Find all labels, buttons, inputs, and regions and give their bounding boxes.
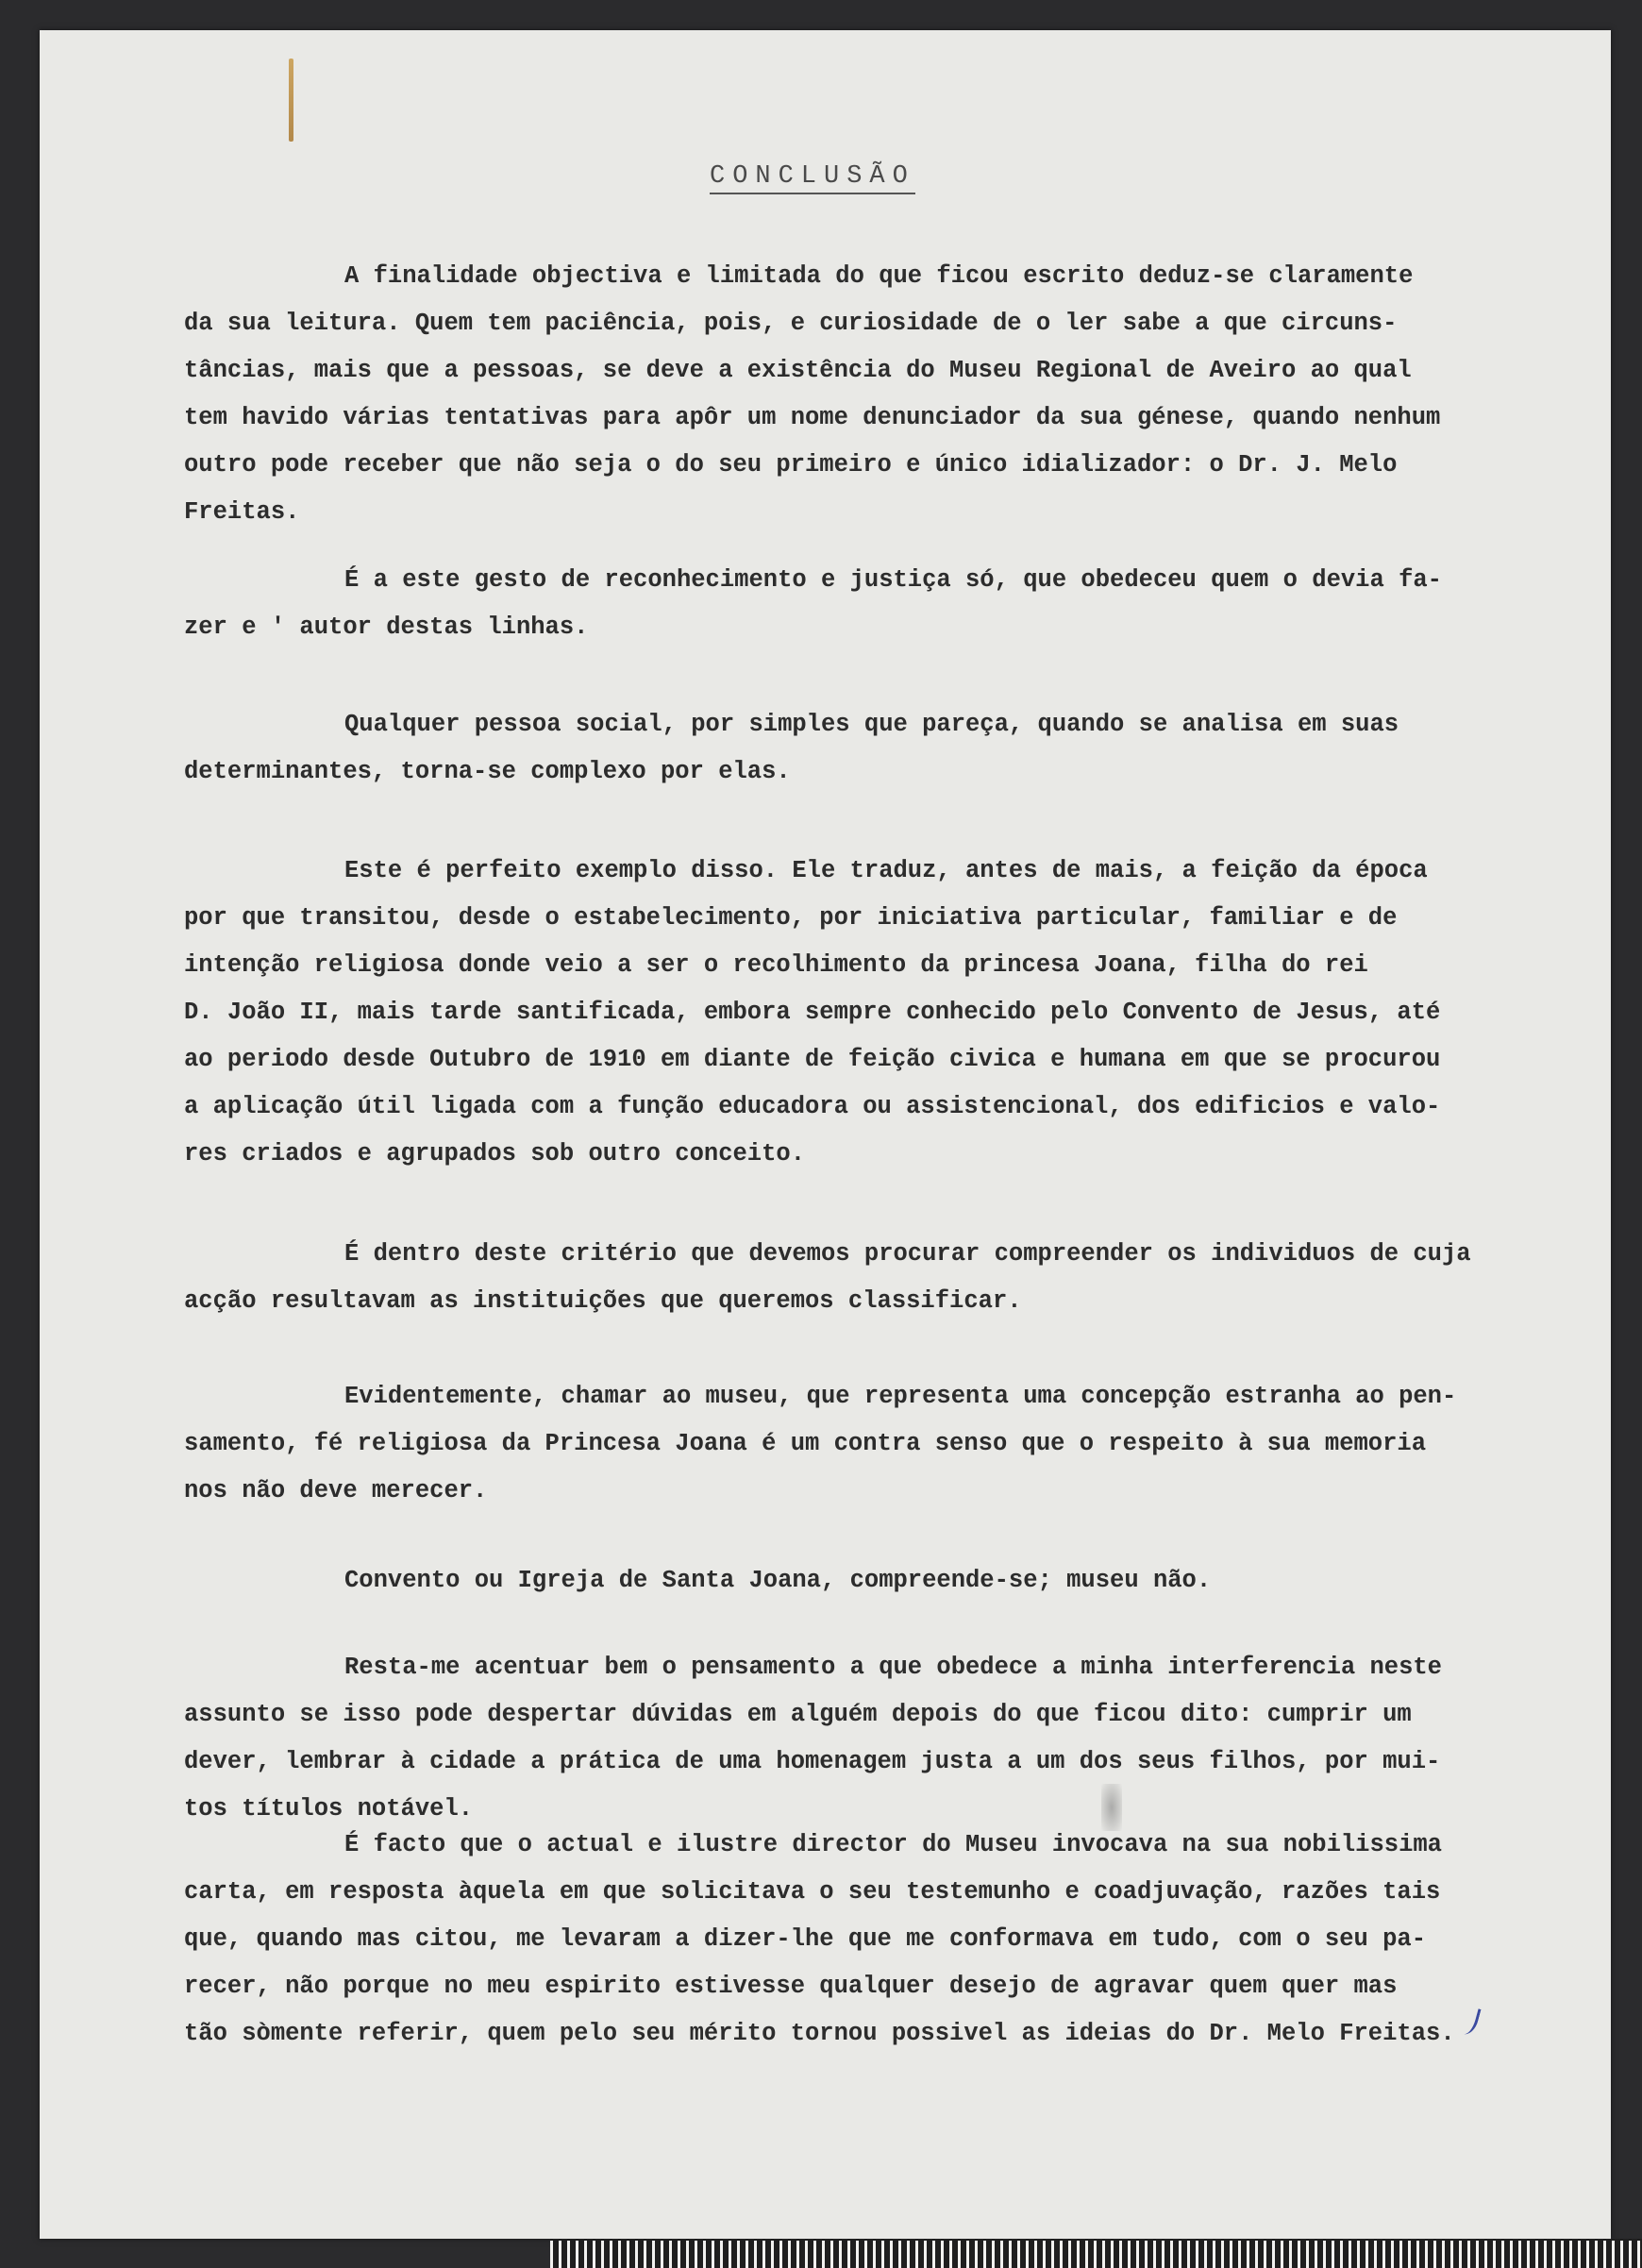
text-line: ao periodo desde Outubro de 1910 em diante de feição civica e humana em que se procurou (184, 1046, 1441, 1073)
text-line: assunto se isso pode despertar dúvidas em alguém depois do que ficou dito: cumprir um (184, 1701, 1412, 1728)
text-line: determinantes, torna-se complexo por elas. (184, 758, 791, 785)
paragraph-3 (184, 701, 1562, 796)
page-title: CONCLUSÃO (710, 162, 915, 194)
text-line: que, quando mas citou, me levaram a dizer-lhe que me conformava em tudo, com o seu pa- (184, 1925, 1427, 1953)
text-line: É a este gesto de reconhecimento e justiça só, que obedeceu quem o devia fa- (344, 566, 1442, 594)
paragraph-5 (184, 1231, 1562, 1325)
text-line: A finalidade objectiva e limitada do que ficou escrito deduz-se claramente (344, 262, 1414, 290)
text-line: da sua leitura. Quem tem paciência, pois, e curiosidade de o ler sabe a que circuns- (184, 310, 1398, 337)
text-line: Resta-me acentuar bem o pensamento a que obedece a minha interferencia neste (344, 1654, 1442, 1681)
paragraph-2 (184, 557, 1562, 651)
text-line: intenção religiosa donde veio a ser o recolhimento da princesa Joana, filha do rei (184, 951, 1368, 979)
text-line: tos títulos notável. (184, 1795, 474, 1823)
staple-mark (289, 59, 293, 142)
paragraph-4 (184, 848, 1562, 1178)
text-line: D. João II, mais tarde santificada, embora sempre conhecido pelo Convento de Jesus, até (184, 999, 1441, 1026)
text-line: tão sòmente referir, quem pelo seu mérito tornou possivel as ideias do Dr. Melo Freitas. (184, 2020, 1455, 2047)
text-line: samento, fé religiosa da Princesa Joana é um contra senso que o respeito à sua memoria (184, 1430, 1427, 1457)
text-line: acção resultavam as instituições que queremos classificar. (184, 1287, 1022, 1315)
text-line: a aplicação útil ligada com a função educadora ou assistencional, dos edificios e valo- (184, 1093, 1441, 1120)
text-line: É facto que o actual e ilustre director do Museu invocava na sua nobilissima (344, 1831, 1442, 1858)
text-line: carta, em resposta àquela em que solicitava o seu testemunho e coadjuvação, razões tais (184, 1878, 1441, 1906)
text-line: tem havido várias tentativas para apôr um nome denunciador da sua génese, quando nenhum (184, 404, 1441, 431)
text-line: por que transitou, desde o estabelecimento, por iniciativa particular, familiar e de (184, 904, 1398, 932)
text-line: Evidentemente, chamar ao museu, que representa uma concepção estranha ao pen- (344, 1383, 1457, 1410)
paragraph-8 (184, 1644, 1562, 1833)
text-line: outro pode receber que não seja o do seu primeiro e único idializador: o Dr. J. Melo (184, 451, 1398, 479)
text-line: dever, lembrar à cidade a prática de uma homenagem justa a um dos seus filhos, por mui- (184, 1748, 1441, 1775)
text-line: Qualquer pessoa social, por simples que pareça, quando se analisa em suas (344, 711, 1399, 738)
text-line: nos não deve merecer. (184, 1477, 488, 1504)
paragraph-7 (184, 1557, 1562, 1604)
text-line: Convento ou Igreja de Santa Joana, compreende-se; museu não. (344, 1567, 1212, 1594)
text-line: tâncias, mais que a pessoas, se deve a existência do Museu Regional de Aveiro ao qual (184, 357, 1412, 384)
text-line: zer e ' autor destas linhas. (184, 613, 589, 641)
paragraph-1 (184, 253, 1562, 536)
text-line: res criados e agrupados sob outro conceito. (184, 1140, 806, 1168)
text-line: recer, não porque no meu espirito estivesse qualquer desejo de agravar quem quer mas (184, 1973, 1398, 2000)
paragraph-6 (184, 1373, 1562, 1515)
scale-ruler (550, 2239, 1642, 2268)
text-line: Este é perfeito exemplo disso. Ele traduz, antes de mais, a feição da época (344, 857, 1428, 884)
text-line: Freitas. (184, 498, 300, 526)
text-line: É dentro deste critério que devemos procurar compreender os individuos de cuja (344, 1240, 1471, 1268)
paragraph-9 (184, 1822, 1562, 2058)
